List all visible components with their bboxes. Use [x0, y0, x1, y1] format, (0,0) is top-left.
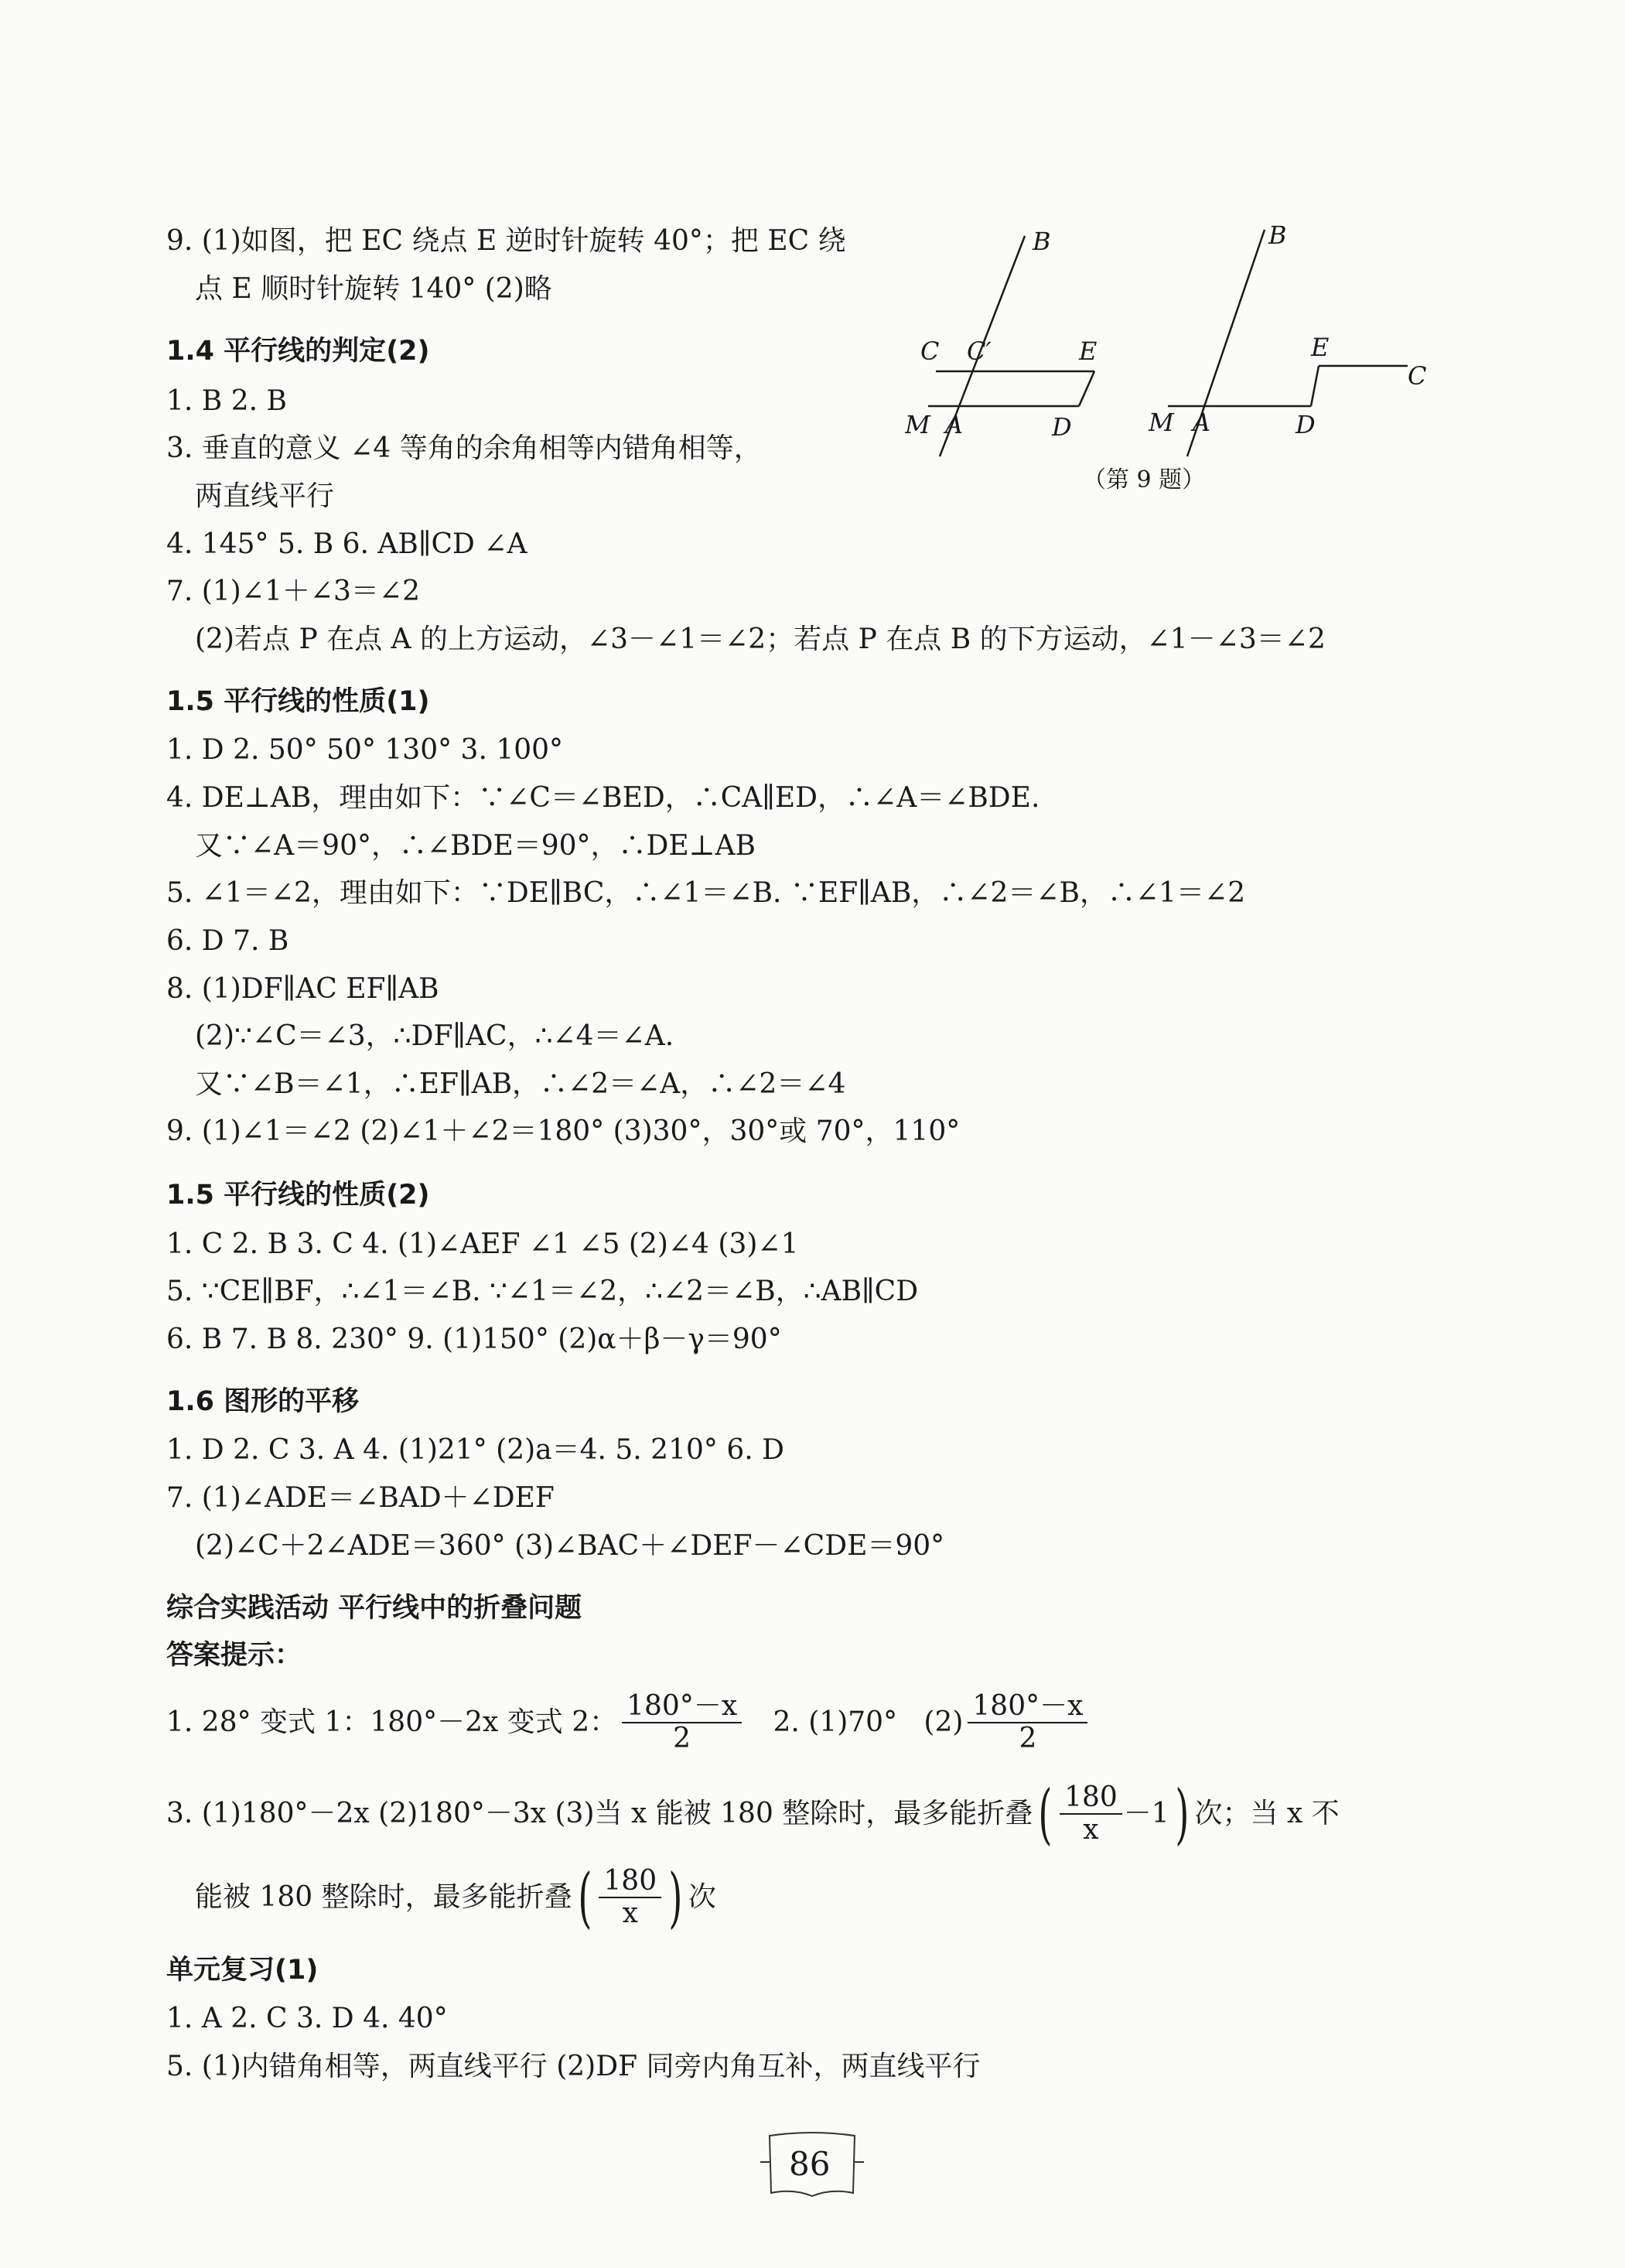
- figure-q9: [905, 220, 1454, 499]
- review-line: 1. A 2. C 3. D 4. 40°: [166, 2003, 448, 2034]
- s15b-line: 5. ∵CE∥BF，∴∠1＝∠B. ∵∠1＝∠2，∴∠2＝∠B，∴AB∥CD: [166, 1276, 919, 1307]
- s15a-line: 4. DE⊥AB，理由如下：∵∠C＝∠BED，∴CA∥ED，∴∠A＝∠BDE.: [166, 782, 1040, 814]
- fraction-numerator: 180°－x: [622, 1691, 742, 1723]
- fig-label-a1: A: [945, 410, 964, 439]
- s14-line: 7. (1)∠1＋∠3＝∠2: [166, 576, 420, 607]
- fig-label-c-prime: C′: [967, 336, 992, 366]
- s15a-line: 1. D 2. 50° 50° 130° 3. 100°: [166, 734, 564, 766]
- s14-line: (2)若点 P 在点 A 的上方运动，∠3－∠1＝∠2；若点 P 在点 B 的下方运动，∠1－∠3＝∠2: [195, 623, 1326, 655]
- fraction: [622, 1691, 742, 1754]
- practice-q3-text-c: 能被 180 整除时，最多能折叠: [195, 1881, 572, 1913]
- s16-line: 1. D 2. C 3. A 4. (1)21° (2)a＝4. 5. 210° 6. D: [166, 1434, 784, 1466]
- practice-q1-text-b: 2. (1)70° (2): [746, 1706, 964, 1738]
- section-title-review: 单元复习(1): [166, 1955, 319, 1986]
- right-paren: ): [1175, 1776, 1190, 1852]
- s15a-line: 5. ∠1＝∠2，理由如下：∵DE∥BC，∴∠1＝∠B. ∵EF∥AB，∴∠2＝∠B，∴∠1＝∠2: [166, 877, 1246, 909]
- s15a-line: 8. (1)DF∥AC EF∥AB: [166, 973, 439, 1005]
- fig-label-b1: B: [1033, 227, 1051, 256]
- s15a-line: 又∵∠A＝90°，∴∠BDE＝90°，∴DE⊥AB: [195, 830, 756, 862]
- fraction-denominator: 2: [673, 1723, 691, 1754]
- answer-hint-label: 答案提示：: [166, 1640, 302, 1671]
- figure-caption: （第 9 题）: [1083, 466, 1206, 494]
- fraction-numerator: 180°－x: [968, 1691, 1087, 1723]
- practice-q1-text-a: 1. 28° 变式 1：180°－2x 变式 2：: [166, 1706, 618, 1738]
- fraction: [1060, 1782, 1122, 1846]
- practice-q3-text-a: 3. (1)180°－2x (2)180°－3x (3)当 x 能被 180 整除时，最多能折叠: [166, 1798, 1033, 1829]
- s15a-line: 6. D 7. B: [166, 925, 289, 957]
- s15a-line: 又∵∠B＝∠1，∴EF∥AB，∴∠2＝∠A，∴∠2＝∠4: [195, 1068, 846, 1100]
- practice-q3-text-b: 次；当 x 不: [1194, 1798, 1340, 1829]
- fraction-numerator: 180: [599, 1866, 661, 1898]
- fig-label-a2: A: [1193, 408, 1211, 437]
- section-title-1-6: 1.6 图形的平移: [166, 1386, 360, 1417]
- practice-q3-text-d: 次: [688, 1881, 716, 1913]
- section-title-1-4: 1.4 平行线的判定(2): [166, 336, 430, 367]
- s14-line: 两直线平行: [195, 480, 335, 512]
- s16-line: (2)∠C＋2∠ADE＝360° (3)∠BAC＋∠DEF－∠CDE＝90°: [195, 1530, 945, 1562]
- section-title-practice: 综合实践活动 平行线中的折叠问题: [166, 1593, 582, 1624]
- fig-label-c1: C: [920, 336, 940, 366]
- s14-line: 1. B 2. B: [166, 385, 287, 417]
- fraction-numerator: 180: [1060, 1782, 1122, 1815]
- s15a-line: (2)∵∠C＝∠3，∴DF∥AC，∴∠4＝∠A.: [195, 1020, 674, 1052]
- fig-label-e1: E: [1079, 336, 1098, 366]
- section-title-1-5-2: 1.5 平行线的性质(2): [166, 1180, 430, 1211]
- fig-label-c2: C: [1408, 361, 1427, 391]
- s15a-line: 9. (1)∠1＝∠2 (2)∠1＋∠2＝180° (3)30°，30°或 70°，110°: [166, 1115, 961, 1147]
- left-paren: (: [1038, 1776, 1053, 1852]
- s15b-line: 1. C 2. B 3. C 4. (1)∠AEF ∠1 ∠5 (2)∠4 (3)∠1: [166, 1228, 799, 1260]
- fig-label-b2: B: [1268, 220, 1287, 250]
- s14-line: 4. 145° 5. B 6. AB∥CD ∠A: [166, 528, 527, 560]
- fig-label-m2: M: [1149, 408, 1174, 437]
- fraction-tail: －1: [1123, 1798, 1169, 1829]
- fig-label-m1: M: [905, 410, 930, 439]
- q9-line-2: 点 E 顺时针旋转 140° (2)略: [195, 273, 552, 305]
- practice-q1: [166, 1688, 1092, 1757]
- fig-label-e2: E: [1311, 333, 1330, 362]
- fig-label-d1: D: [1052, 412, 1072, 442]
- s16-line: 7. (1)∠ADE＝∠BAD＋∠DEF: [166, 1482, 555, 1514]
- fraction-denominator: x: [622, 1897, 638, 1929]
- q9-line-1: 9. (1)如图，把 EC 绕点 E 逆时针旋转 40°；把 EC 绕: [166, 225, 846, 257]
- fig-label-d2: D: [1296, 410, 1316, 439]
- fraction: [968, 1691, 1087, 1754]
- left-paren: (: [577, 1860, 592, 1935]
- page-number: 86: [789, 2145, 831, 2183]
- practice-q3: [166, 1777, 1340, 1851]
- fraction-denominator: 2: [1019, 1723, 1037, 1754]
- s15b-line: 6. B 7. B 8. 230° 9. (1)150° (2)α＋β－γ＝90°: [166, 1324, 782, 1355]
- review-line: 5. (1)内错角相等，两直线平行 (2)DF 同旁内角互补，两直线平行: [166, 2051, 981, 2082]
- section-title-1-5-1: 1.5 平行线的性质(1): [166, 686, 430, 717]
- fraction: [599, 1866, 661, 1929]
- s14-line: 3. 垂直的意义 ∠4 等角的余角相等内错角相等，: [166, 432, 762, 464]
- fraction-denominator: x: [1083, 1814, 1099, 1846]
- right-paren: ): [668, 1860, 683, 1935]
- practice-q3-cont: [195, 1860, 716, 1935]
